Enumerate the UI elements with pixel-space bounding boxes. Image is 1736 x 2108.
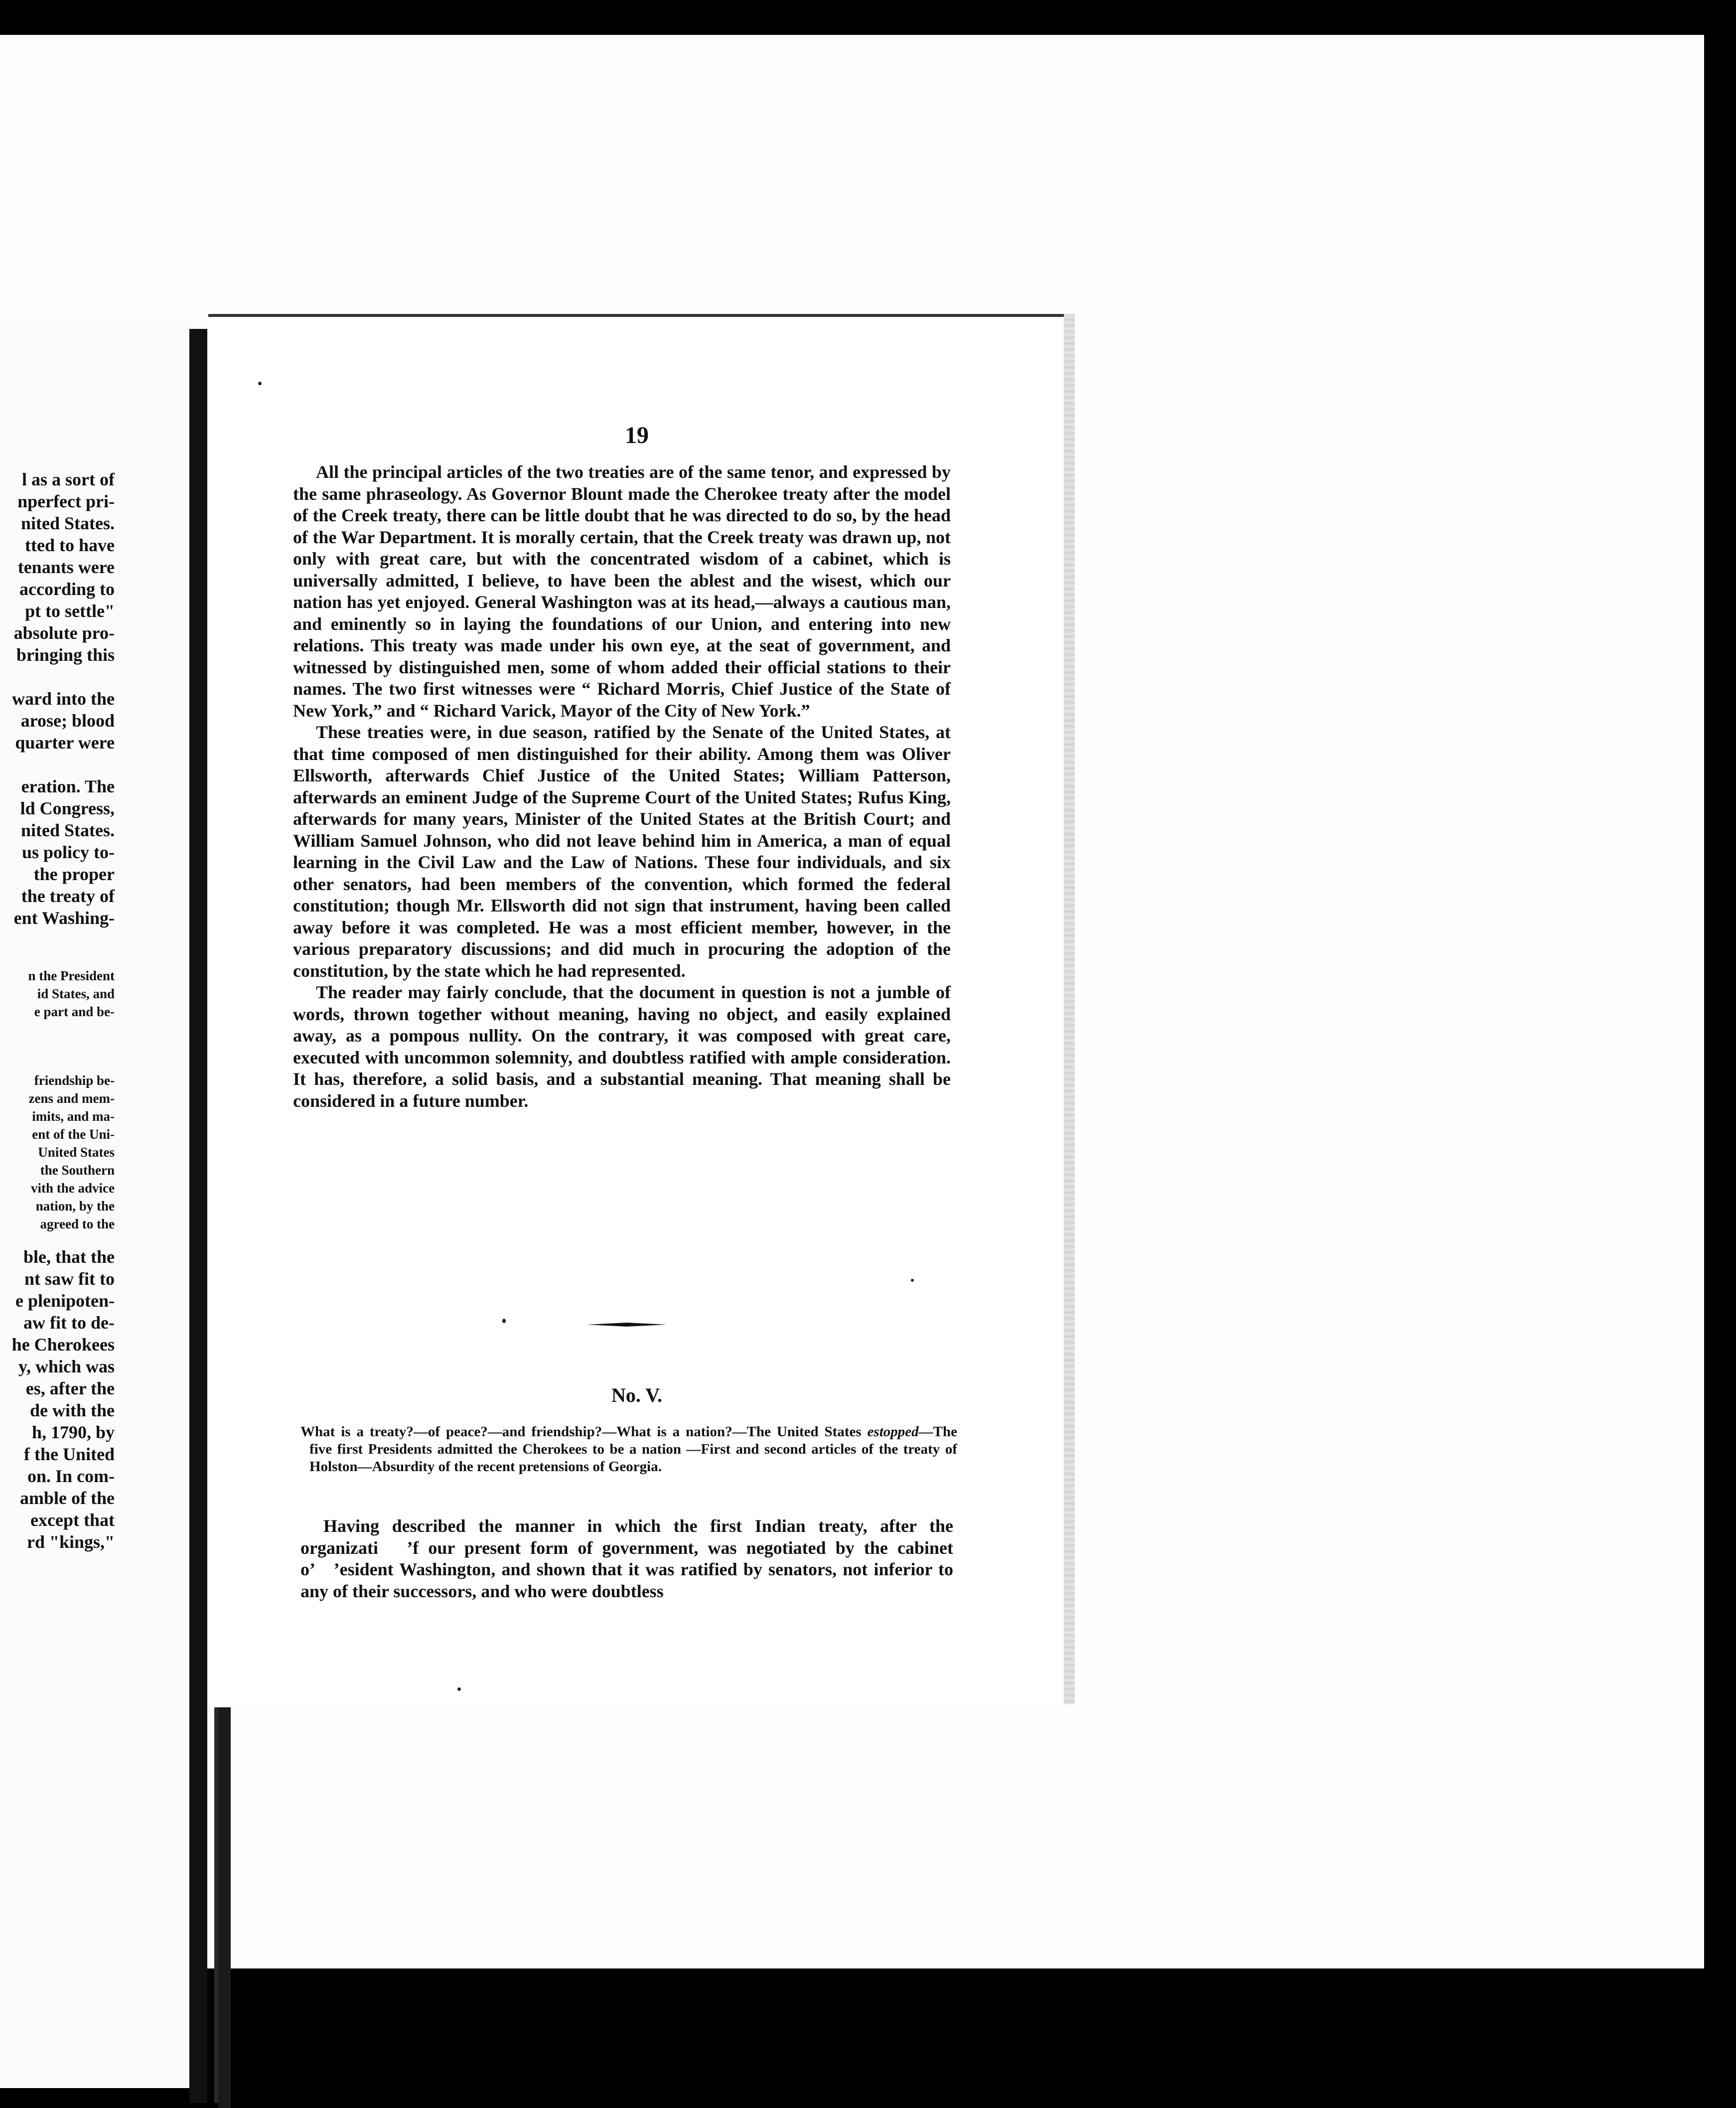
section-heading: No. V. [611, 1384, 662, 1406]
article-body [293, 461, 951, 1112]
summary-text-1: What is a treaty?—of peace?—and friendship?—What is a nation?—The United States [300, 1424, 868, 1440]
summary-text-2: —The five first Presidents admitted the Cherokees to be a nation —First and second articles of the treaty of Holston—Absurdity of the recent pretensions of Georgia. [309, 1424, 957, 1475]
ink-speck [258, 382, 262, 385]
left-column-text-1: l as a sort of nperfect pri- nited States. tted to have tenants were according to pt to settle" absolute pro- bringing this ward into the arose; blood quarter were eration. The ld Congress, nited States. us policy to- the proper the treaty of ent Washing- [12, 469, 115, 928]
section-paragraph: Having described the manner in which the first Indian treaty, after the organizati ’f our present form of government, was negotiated by the cabinet o’ ’esident Washington, and shown that it was ratified by senators, not inferior to any of their successors, and who were doubtless [300, 1516, 953, 1601]
page-edge [1064, 314, 1075, 1704]
book-gutter-shadow [189, 329, 207, 2103]
left-column-footnote-2: friendship be- zens and mem- imits, and ma- ent of the Uni- United States the Southern vith the advice nation, by the agreed to the [28, 1073, 115, 1231]
summary-italic-word: estopped [867, 1424, 919, 1440]
ink-speck [502, 1319, 506, 1323]
left-column-text-2: ble, that the nt saw fit to e plenipoten- aw fit to de- he Cherokees y, which was es, after the de with the h, 1790, by f the United on. In com- amble of the except that rd "kings," [11, 1247, 115, 1552]
paragraph-1: All the principal articles of the two treaties are of the same tenor, and expressed by the same phraseology. As Governor Blount made the Cherokee treaty after the model of the Creek treaty, there can be little doubt that he was directed to do so, by the head of the War Department. It is morally certain, that the Creek treaty was drawn up, not only with great care, but with the concentrated wisdom of a cabinet, which is universally admitted, I believe, to have been the ablest and the wisest, which our nation has yet enjoyed. General Washington was at its head,—always a cautious man, and eminently so in laying the foundations of our Union, and entering into new relations. This treaty was made under his own eye, at the seat of government, and witnessed by distinguished men, some of whom added their official stations to their names. The two first witnesses were “ Richard Morris, Chief Justice of the State of New York,” and “ Richard Varick, Mayor of the City of New York.” [293, 462, 951, 721]
left-column-footnote-1: n the President id States, and e part and be- [28, 968, 115, 1019]
main-page [208, 314, 1065, 1707]
section-summary [300, 1423, 957, 1476]
ink-speck [911, 1279, 914, 1282]
page-number: 19 [625, 422, 649, 449]
facing-page-fragment [0, 319, 207, 2088]
paragraph-2: These treaties were, in due season, ratified by the Senate of the United States, at that time composed of men distinguished for their ability. Among them was Oliver Ellsworth, afterwards Chief Justice of the United States; William Patterson, afterwards an eminent Judge of the Supreme Court of the United States; Rufus King, afterwards for many years, Minister of the United States at the British Court; and William Samuel Johnson, who did not leave behind him in America, a man of equal learning in the Civil Law and the Law of Nations. These four individuals, and six other senators, had been members of the convention, which formed the federal constitution; though Mr. Ellsworth did not sign that instrument, having been called away before it was completed. He was a most efficient member, however, in the various preparatory discussions; and did much in procuring the adoption of the constitution, by the state which he had represented. [293, 722, 951, 981]
section-divider-ornament [587, 1322, 667, 1327]
ink-speck [457, 1687, 461, 1691]
paragraph-3: The reader may fairly conclude, that the document in question is not a jumble of words, thrown together without meaning, having no object, and easily explained away, as a pompous nullity. On the contrary, it was composed with great care, executed with uncommon solemnity, and doubtless ratified with ample consideration. It has, therefore, a solid basis, and a substantial meaning. That meaning shall be considered in a future number. [293, 982, 951, 1111]
section-body [300, 1515, 953, 1602]
